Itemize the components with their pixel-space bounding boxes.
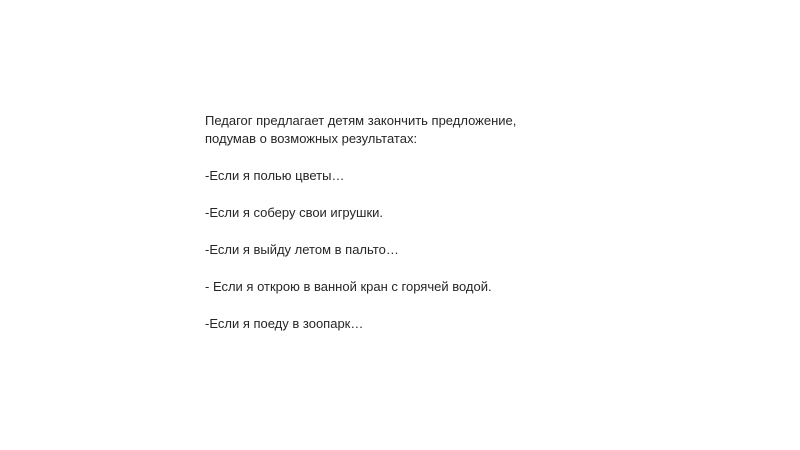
list-item: -Если я выйду летом в пальто… <box>205 242 399 257</box>
spacer <box>205 148 685 167</box>
list-item: -Если я соберу свои игрушки. <box>205 205 384 220</box>
list-item: -Если я полью цветы… <box>205 168 345 183</box>
spacer <box>205 185 685 204</box>
spacer <box>205 222 685 241</box>
list-item: - Если я открою в ванной кран с горячей водой. <box>205 279 492 294</box>
spacer <box>205 259 685 278</box>
spacer <box>205 296 685 315</box>
intro-line-2: подумав о возможных результатах: <box>205 131 418 146</box>
list-item: -Если я поеду в зоопарк… <box>205 316 364 331</box>
slide-text-block <box>205 112 685 333</box>
intro-line-1: Педагог предлагает детям закончить предложение, <box>205 113 517 128</box>
